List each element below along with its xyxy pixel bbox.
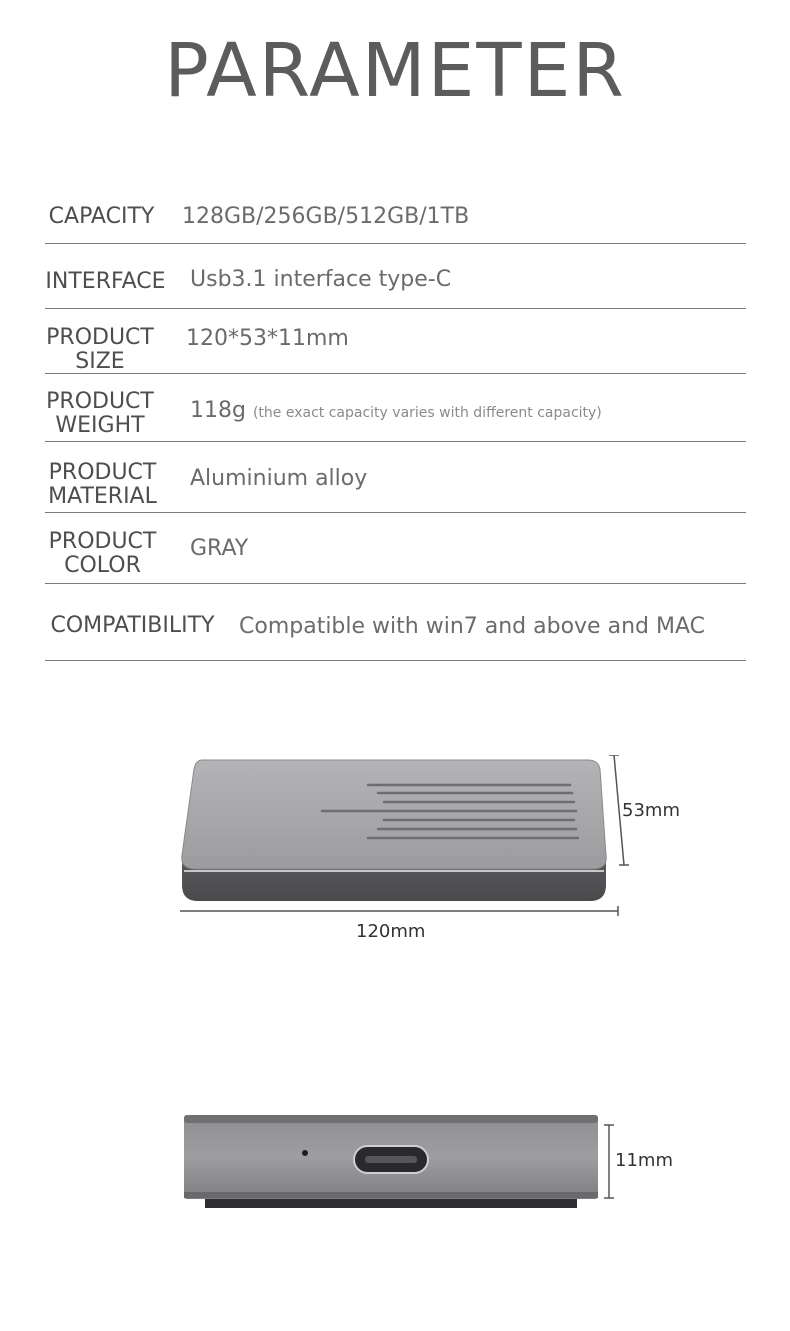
param-label: INTERFACE [45,269,166,294]
param-label: COMPATIBILITY [50,613,215,638]
weight-value: 118g [190,398,246,423]
param-value: GRAY [190,536,249,561]
param-label-line: PRODUCT [46,389,154,414]
param-label [45,530,160,578]
param-label-line: PRODUCT [46,325,154,350]
thickness-dimension-line [604,1125,614,1198]
param-row-weight [45,374,746,442]
drive-side-view [183,1112,653,1212]
param-row-size [45,309,746,374]
led-indicator-icon [302,1150,308,1156]
param-label-line: PRODUCT [48,529,157,554]
param-label-line: PRODUCT [48,460,157,485]
param-label-line: SIZE [75,349,125,374]
param-value [190,398,602,426]
param-row-interface [45,244,746,309]
height-label: 53mm [622,800,680,821]
param-label [45,461,160,509]
param-row-color [45,513,746,584]
param-value: 128GB/256GB/512GB/1TB [182,204,470,229]
param-label-line: COLOR [64,553,141,578]
width-label: 120mm [356,921,426,942]
param-value: Compatible with win7 and above and MAC [239,614,705,639]
param-label [45,390,155,438]
param-value: 120*53*11mm [186,326,349,351]
param-label-line: MATERIAL [48,484,157,509]
param-row-compatibility [45,584,746,661]
param-row-material [45,442,746,513]
param-label [45,326,155,374]
page-title: PARAMETER [164,28,626,114]
param-label-line: WEIGHT [55,413,145,438]
param-label: CAPACITY [48,204,155,229]
weight-note: (the exact capacity varies with different capacity) [252,405,602,421]
param-value: Usb3.1 interface type-C [190,267,452,292]
width-dimension-line [180,906,618,916]
param-value: Aluminium alloy [190,466,368,491]
param-row-capacity [45,180,746,244]
thickness-label: 11mm [615,1150,673,1171]
